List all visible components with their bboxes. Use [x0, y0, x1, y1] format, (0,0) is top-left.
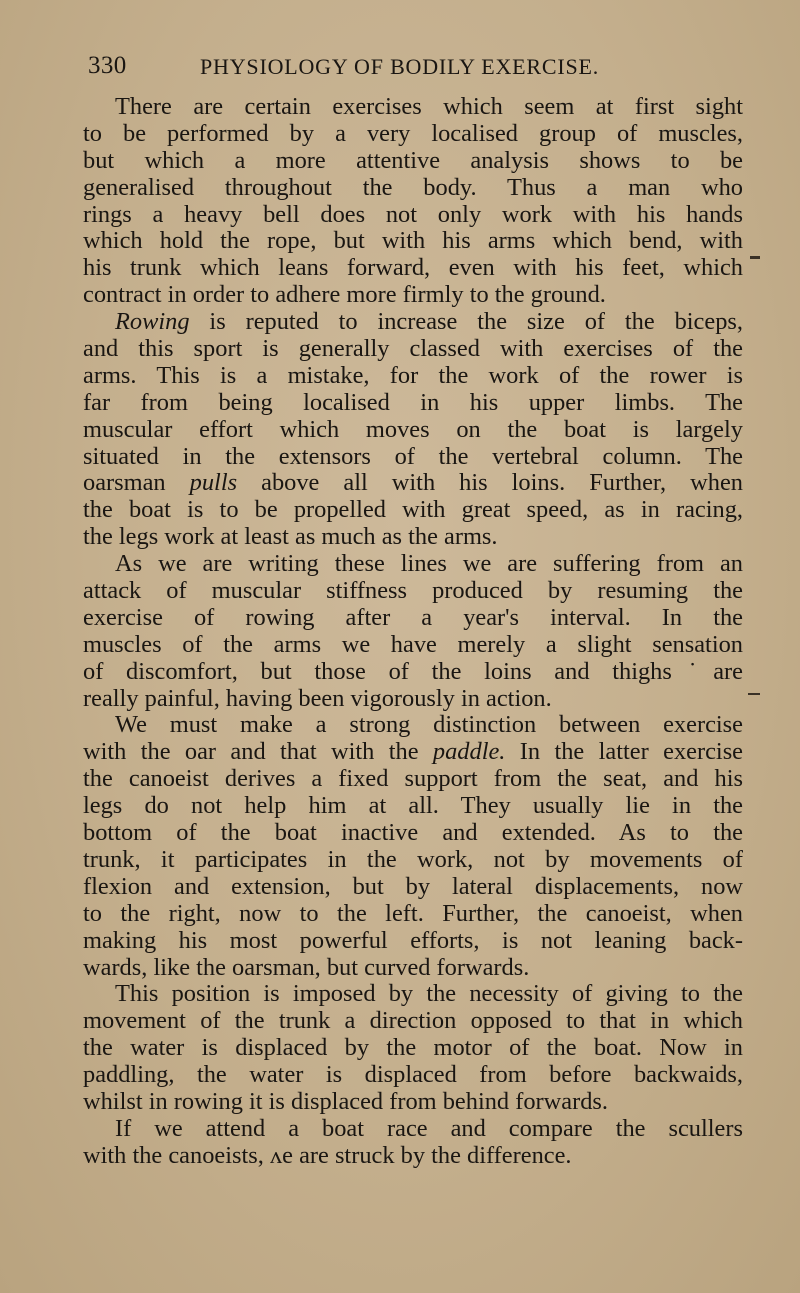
- text-line: to the right, now to the left. Further, the canoeist, when: [83, 899, 743, 927]
- text-line: of discomfort, but those of the loins and thighs˙are: [83, 657, 743, 685]
- text-line: the canoeist derives a fixed support from the seat, and his: [83, 765, 743, 793]
- text-line: This position is imposed by the necessity of giving to the: [115, 980, 743, 1008]
- text-line: flexion and extension, but by lateral displacements, now: [83, 872, 743, 900]
- text-line: with the canoeists, ʌe are struck by the difference.: [83, 1141, 572, 1169]
- page-header: [88, 52, 738, 86]
- text-line: the boat is to be propelled with great speed, as in racing,: [83, 496, 743, 524]
- text-line: muscular effort which moves on the boat is largely: [83, 415, 743, 443]
- italic-rowing: Rowing: [115, 308, 190, 336]
- margin-mark: [750, 256, 760, 259]
- text-line: the water is displaced by the motor of the boat. Now in: [83, 1034, 743, 1062]
- text-line: trunk, it participates in the work, not by movements of: [83, 845, 743, 873]
- running-head: PHYSIOLOGY OF BODILY EXERCISE.: [200, 54, 600, 79]
- text-line: There are certain exercises which seem at first sight: [115, 93, 743, 120]
- italic-pulls: pulls: [189, 469, 238, 497]
- text-line: exercise of rowing after a year's interval. In the: [83, 603, 743, 631]
- text-line: his trunk which leans forward, even with his feet, which: [83, 254, 743, 282]
- text-line: but which a more attentive analysis shows to be: [83, 146, 743, 174]
- text-line: rings a heavy bell does not only work with his hands: [83, 200, 743, 228]
- text-line: muscles of the arms we have merely a slight sensation: [83, 630, 743, 658]
- text-line: with the oar and that with the paddle. In the latter exercise: [83, 738, 744, 766]
- page-number: 330: [88, 52, 127, 79]
- text-line: whilst in rowing it is displaced from behind forwards.: [83, 1087, 608, 1115]
- italic-paddle: paddle.: [432, 738, 506, 766]
- text-line: and this sport is generally classed with exercises of the: [83, 335, 743, 363]
- text-line: really painful, having been vigorously in action.: [83, 684, 552, 712]
- text-line: legs do not help him at all. They usually lie in the: [83, 792, 743, 820]
- text-line: As we are writing these lines we are suffering from an: [115, 550, 743, 578]
- text-line: situated in the extensors of the vertebral column. The: [83, 442, 743, 470]
- text-line: the legs work at least as much as the arms.: [83, 523, 498, 551]
- text-line: arms. This is a mistake, for the work of the rower is: [83, 361, 743, 389]
- text-line: wards, like the oarsman, but curved forwards.: [83, 953, 530, 981]
- text-line: to be performed by a very localised group of muscles,: [83, 119, 743, 147]
- text-line: oarsman pulls above all with his loins. Further, when: [83, 469, 743, 497]
- body-text: [83, 94, 743, 1170]
- text-line: If we attend a boat race and compare the scullers: [115, 1114, 743, 1142]
- text-line: far from being localised in his upper limbs. The: [83, 388, 743, 416]
- text-line: movement of the trunk a direction opposed to that in which: [83, 1007, 743, 1035]
- text-line: which hold the rope, but with his arms which bend, with: [83, 227, 743, 255]
- text-line: attack of muscular stiffness produced by resuming the: [83, 577, 743, 605]
- text-line: We must make a strong distinction between exercise: [115, 711, 743, 739]
- text-line: making his most powerful efforts, is not leaning back-: [83, 926, 743, 954]
- text-line: Rowing is reputed to increase the size of the biceps,: [115, 308, 743, 336]
- margin-mark: [748, 693, 760, 695]
- text-line: contract in order to adhere more firmly to the ground.: [83, 281, 606, 309]
- text-line: bottom of the boat inactive and extended. As to the: [83, 819, 743, 847]
- text-line: generalised throughout the body. Thus a man who: [83, 173, 743, 201]
- text-line: paddling, the water is displaced from before backwaids,: [83, 1061, 743, 1089]
